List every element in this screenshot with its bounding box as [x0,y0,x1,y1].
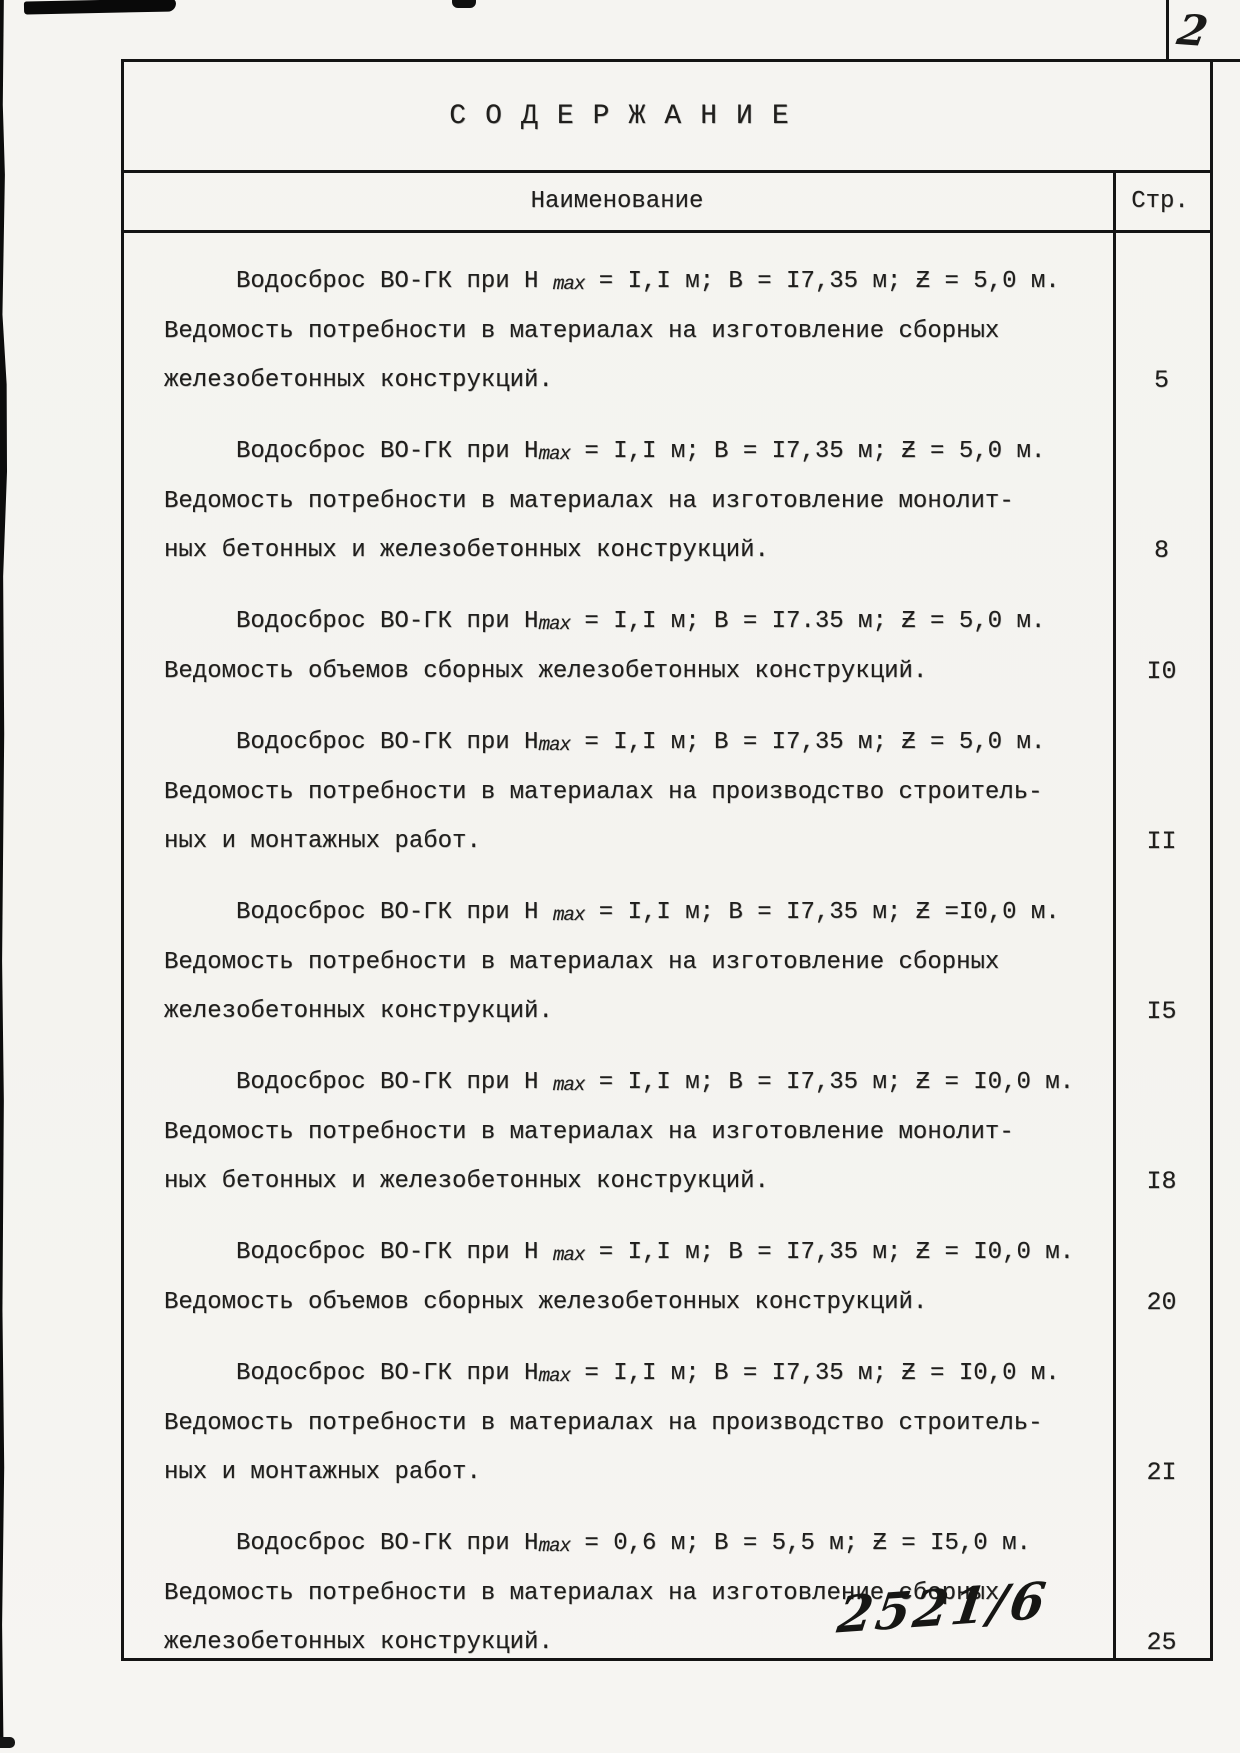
scan-edge-artifact [0,0,7,1747]
toc-entry-text [124,1327,1113,1497]
toc-entry-title-rest: = I,I м; В = I7,35 м; Ƶ = I0,0 м. [570,1360,1060,1387]
toc-entry-line: ных и монтажных работ. [164,1459,481,1486]
column-divider-line [1113,173,1116,1658]
toc-entry-title-subscript: max [538,443,570,465]
toc-entry [124,1206,1210,1327]
toc-entry-title-subscript: max [552,1074,585,1096]
toc-entry-title [164,888,1113,938]
top-rule [1210,59,1240,62]
toc-entry-text [124,405,1113,575]
toc-entry-title-subscript: max [538,734,570,756]
toc-entry-line: ных и монтажных работ. [164,828,481,855]
toc-entry-line: Ведомость объемов сборных железобетонных конструкций. [164,1289,928,1316]
toc-entry-line: Ведомость потребности в материалах на изготовление сборных [164,949,1000,976]
toc-entry [124,696,1210,866]
column-header-page: Стр. [1131,188,1189,215]
toc-entry-title [164,427,1113,477]
toc-entry-line: Ведомость потребности в материалах на изготовление монолит- [164,488,1014,515]
toc-entry-title-rest: = I,I м; В = I7.35 м; Ƶ = 5,0 м. [570,608,1046,635]
toc-entry-title-subscript: max [552,904,585,926]
toc-entry-text [124,866,1113,1036]
page-title: СОДЕРЖАНИЕ [449,100,808,132]
toc-entry-title-prefix: Водосброс ВО-ГК при Н [236,729,539,756]
toc-entry-line: Ведомость объемов сборных железобетонных конструкций. [164,658,928,685]
toc-entry [124,235,1210,405]
handwritten-sheet-number: 2 [1173,5,1212,56]
toc-entry-line: Ведомость потребности в материалах на производство строитель- [164,779,1043,806]
toc-page-number: 25 [1146,1628,1177,1657]
toc-entry-line: Ведомость потребности в материалах на изготовление монолит- [164,1119,1014,1146]
toc-entry-title-prefix: Водосброс ВО-ГК при Н [236,1530,539,1557]
toc-entry [124,1327,1210,1497]
toc-page-number: II [1146,827,1177,856]
toc-entry-title-rest: = I,I м; В = I7,35 м; Ƶ = 5,0 м. [584,268,1060,295]
toc-page-number: 2I [1146,1458,1177,1487]
toc-entry-title [164,718,1113,768]
toc-entry-title-rest: = 0,6 м; В = 5,5 м; Ƶ = I5,0 м. [570,1530,1031,1557]
toc-entry-title-subscript: max [538,613,570,635]
toc-entry-title-prefix: Водосброс ВО-ГК при Н [236,608,539,635]
toc-entry-title-rest: = I,I м; В = I7,35 м; Ƶ = I0,0 м. [584,1239,1075,1266]
toc-entry-title [164,1349,1113,1399]
toc-entry-text [124,696,1113,866]
toc-entry-title [164,1228,1113,1278]
toc-entry-title-prefix: Водосброс ВО-ГК при Н [236,1360,539,1387]
toc-page-number: I5 [1146,997,1177,1026]
toc-entry [124,575,1210,696]
toc-entry-text [124,235,1113,405]
toc-page-number: I0 [1146,657,1177,686]
table-title-row [124,62,1210,170]
toc-entry [124,1036,1210,1206]
scan-blob-artifact [24,0,176,15]
toc-entry-line: Ведомость потребности в материалах на производство строитель- [164,1410,1043,1437]
toc-entry-text [124,1036,1113,1206]
toc-entry-title [164,1058,1113,1108]
toc-entry-line: Ведомость потребности в материалах на изготовление сборных [164,1580,1000,1607]
table-header-row [124,170,1210,233]
toc-entry-title-prefix: Водосброс ВО-ГК при Н [236,899,553,926]
toc-entry-title-subscript: max [552,1244,585,1266]
toc-entry-title-subscript: max [538,1535,570,1557]
toc-entries [124,233,1210,1667]
toc-entry-line: ных бетонных и железобетонных конструкций. [164,537,769,564]
toc-entry-title-rest: = I,I м; В = I7,35 м; Ƶ = I0,0 м. [584,1069,1075,1096]
handwritten-document-number: 2521/6 [834,1570,1053,1645]
corner-divider-line [1166,0,1169,61]
contents-table [121,59,1213,1661]
toc-entry [124,866,1210,1036]
toc-entry-title-subscript: max [538,1365,570,1387]
toc-entry-text [124,575,1113,696]
toc-entry-title-prefix: Водосброс ВО-ГК при Н [236,438,539,465]
toc-entry-line: железобетонных конструкций. [164,998,553,1025]
toc-entry [124,405,1210,575]
toc-entry-title [164,597,1113,647]
toc-entry-title-prefix: Водосброс ВО-ГК при Н [236,1069,553,1096]
toc-entry-line: железобетонных конструкций. [164,1629,553,1656]
toc-entry-line: Ведомость потребности в материалах на изготовление сборных [164,318,1000,345]
toc-entry-title-rest: = I,I м; В = I7,35 м; Ƶ = 5,0 м. [570,729,1046,756]
scan-blob-artifact [452,0,476,8]
toc-entry-title-prefix: Водосброс ВО-ГК при Н [236,1239,553,1266]
toc-entry-title [164,1519,1113,1569]
toc-entry-title-rest: = I,I м; В = I7,35 м; Ƶ =I0,0 м. [584,899,1060,926]
toc-entry-title-rest: = I,I м; В = I7,35 м; Ƶ = 5,0 м. [570,438,1046,465]
toc-entry-line: железобетонных конструкций. [164,367,553,394]
toc-page-number: 20 [1146,1288,1177,1317]
toc-entry-title-subscript: max [552,273,585,295]
column-header-name: Наименование [530,188,704,215]
toc-entry-line: ных бетонных и железобетонных конструкций. [164,1168,769,1195]
toc-entry-title-prefix: Водосброс ВО-ГК при Н [236,268,553,295]
toc-page-number: 5 [1153,366,1169,395]
toc-page-number: I8 [1146,1167,1177,1196]
toc-page-number: 8 [1153,536,1169,565]
scan-blob-artifact [0,1737,15,1748]
toc-entry-title [164,257,1113,307]
toc-entry-text [124,1206,1113,1327]
